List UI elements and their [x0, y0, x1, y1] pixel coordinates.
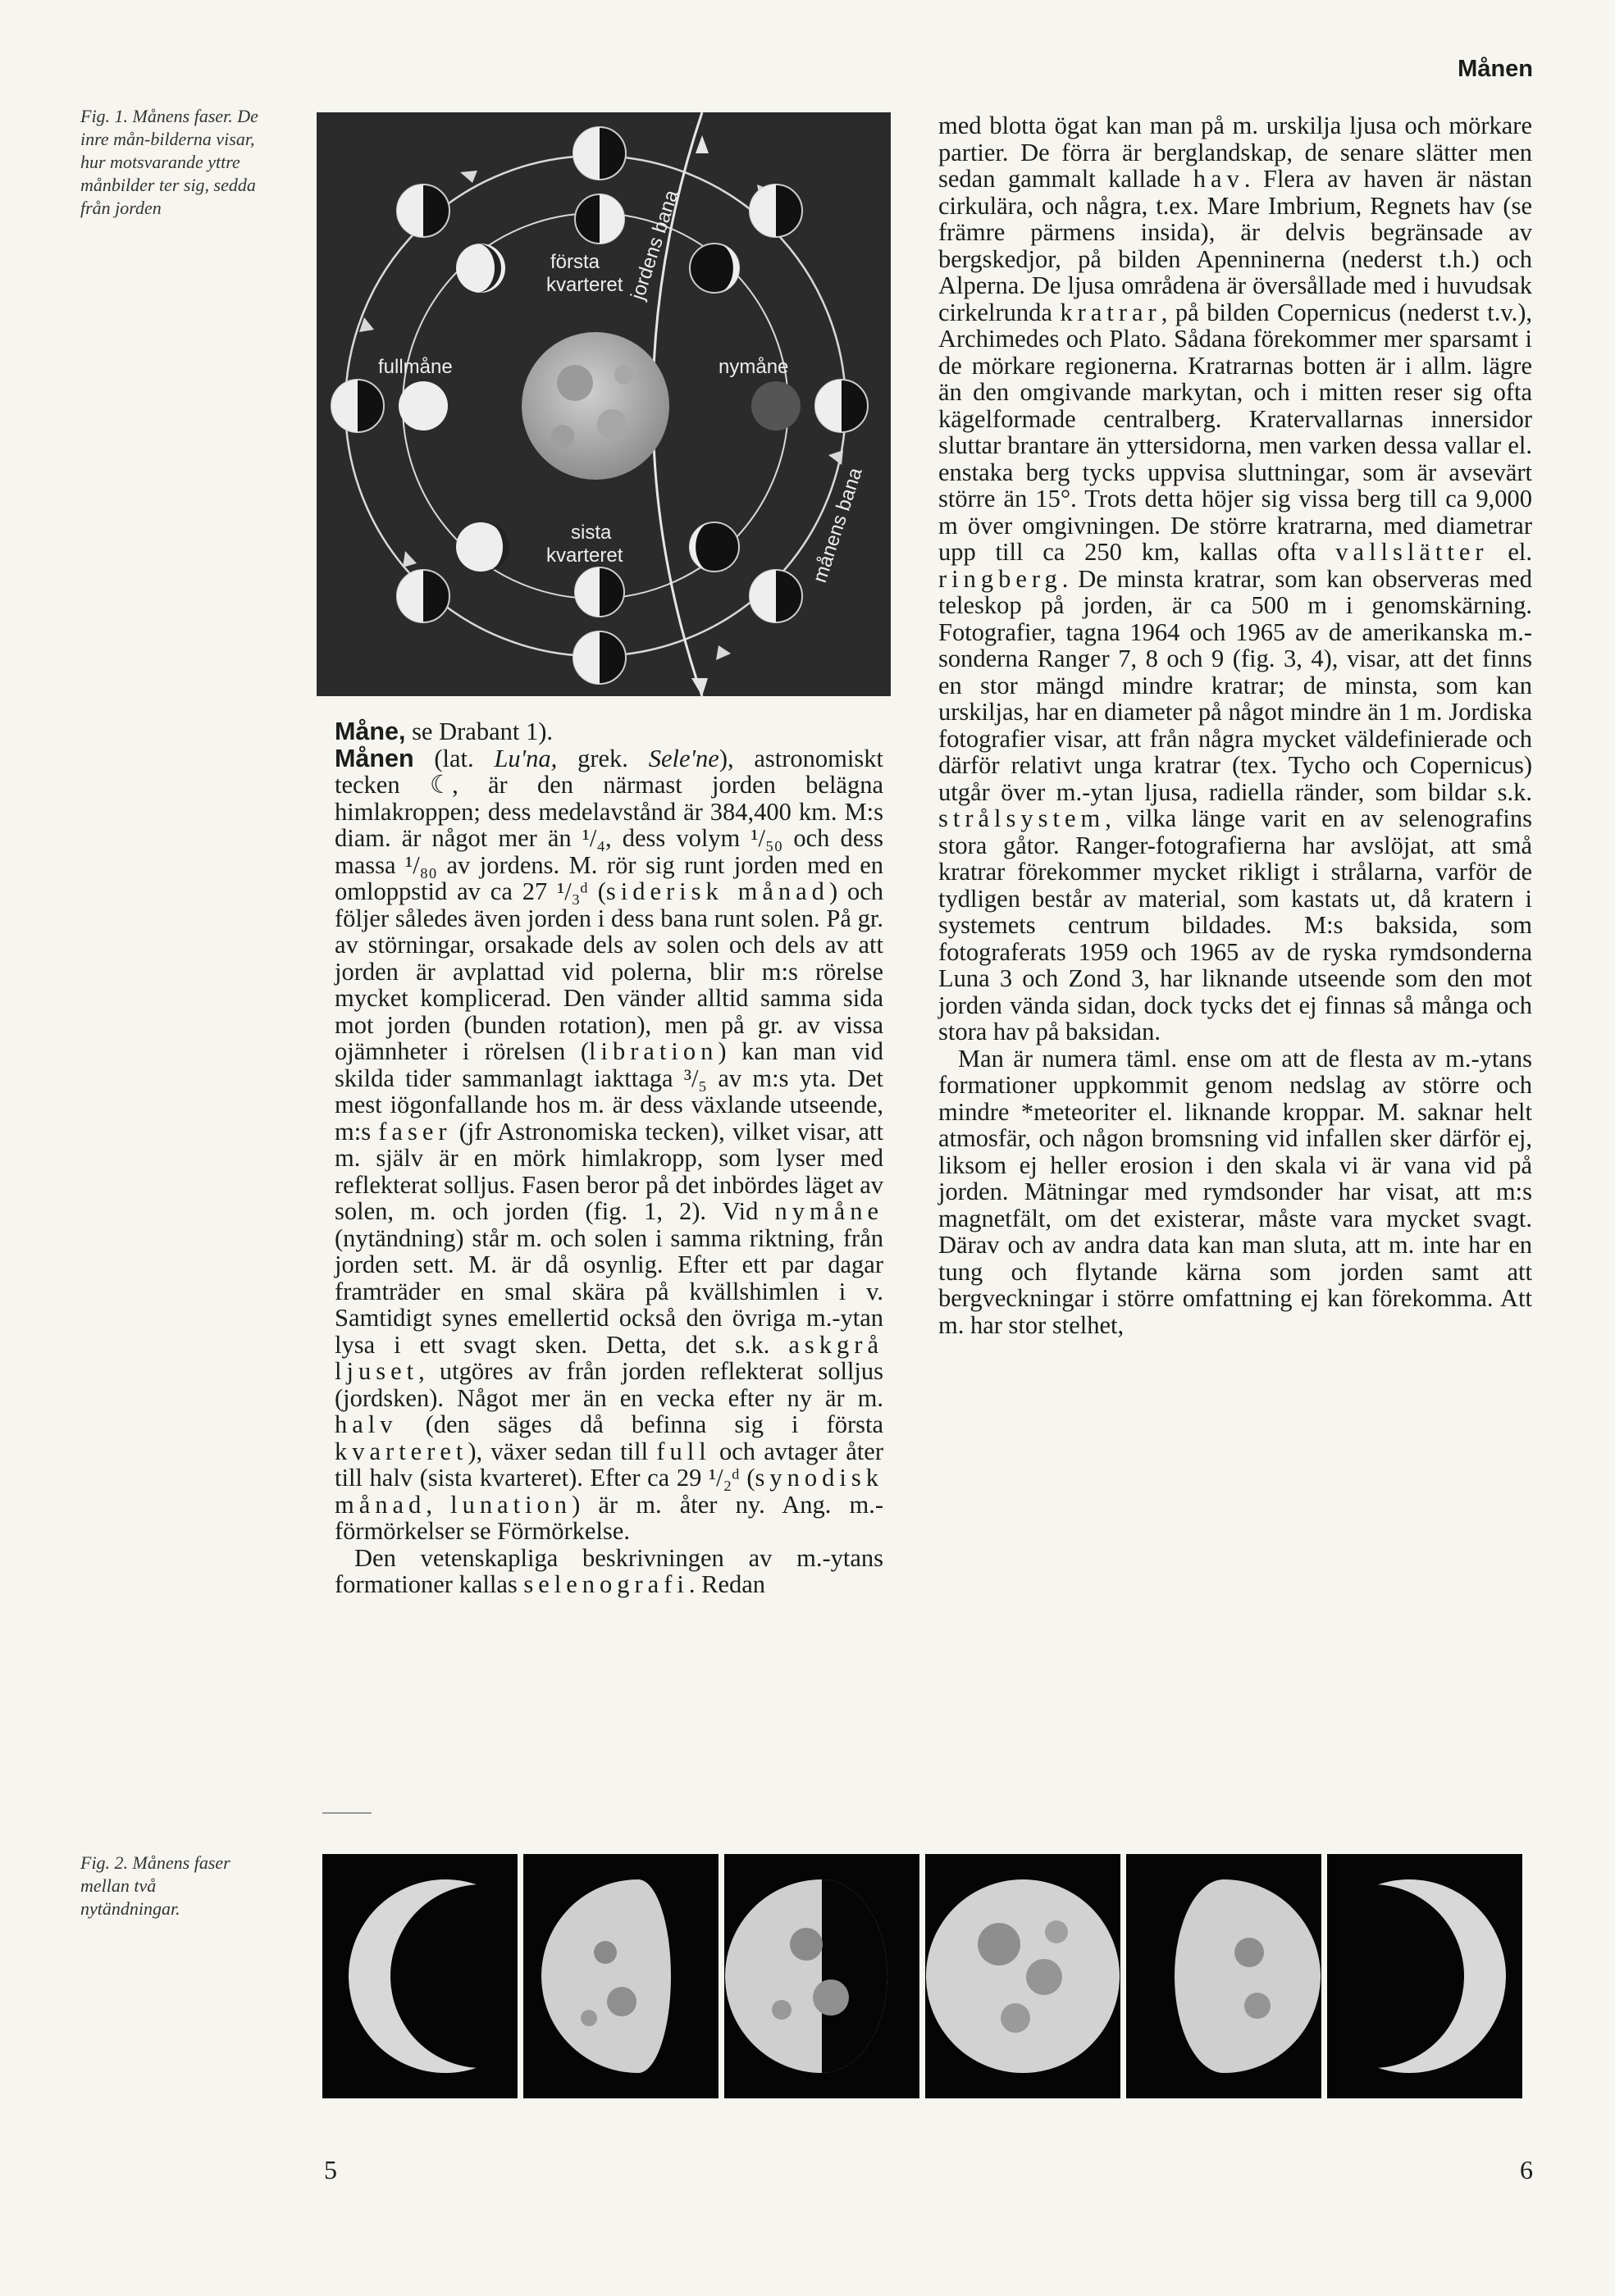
moon-phase-photos — [322, 1854, 1523, 2098]
label-fullmane: fullmåne — [378, 356, 453, 378]
text-run: , utgöres av från jorden reflekterat solljus (jordsken). Något mer än en vecka efter ny är m. — [335, 1357, 883, 1412]
paragraph-meteoriter: Man är numera täml. ense om att de flesta av m.-ytans formationer uppkommit genom nedslag av större och mindre *meteoriter el. liknande kroppar. M. saknar helt atmosfär, och någon bromsning vid infallen sker därför ej, liksom ej heller erosion i den skala vi är vana vid på jorden. Mätningar med rymdsonder har visat, att m:s magnetfält, om det existerar, måste vara mycket svagt. Därav och av andra data kan man sluta, att m. inte har en tung och flytande kärna som jorden samt att bergveckningar i större omfattning ej kan förekomma. Att m. har stor stelhet, — [938, 1044, 1532, 1339]
spaced-term: faser — [378, 1117, 452, 1146]
text-run: (den säges då befinna sig i första — [397, 1410, 883, 1438]
phase-photo-5 — [1126, 1854, 1321, 2098]
text-run: . De minsta kratrar, som kan observeras med teleskop på jorden, är ca 500 m i genomskärning. Fotografier, tagna 1964 och 1965 av de amerikanska m.-sonderna Ranger 7, 8 och 9 (fig. 3, 4), visar, att det finns en stor mängd mindre kratrar; de minsta, som kan urskiljas, har en diameter på något mindre än 1 m. Jordiska fotografier visar, att från några mycket väldefinierade och därför relativt unga kratrar (tex. Tycho och Copernicus) utgår över m.-ytan ljusa, radiella ränder, som bildar s.k. — [938, 564, 1532, 806]
label-jordens-bana: jordens bana — [627, 187, 683, 303]
phase-photo-4 — [925, 1854, 1120, 2098]
phase-photo-2 — [523, 1854, 719, 2098]
text-run: grek. — [557, 744, 649, 772]
spaced-term: full — [656, 1437, 711, 1465]
headword-mane: Måne, — [335, 718, 406, 745]
moon-phases-diagram — [317, 112, 891, 696]
spaced-term: kvarteret — [335, 1437, 468, 1465]
spaced-term: strålsystem — [938, 804, 1106, 832]
text-run: (nytändning) står m. och solen i samma riktning, från jorden sett. M. är då osynlig. Efter ett par dagar framträder en smal skära på kvällshimlen i v. Samtidigt synes emellertid också den övriga m.-ytan lysa i ett svagt sken. Detta, det s.k. — [335, 1223, 883, 1359]
label-sista: sista — [571, 522, 612, 544]
text-run: el. — [1488, 538, 1532, 566]
text-run: ) och följer således även jorden i dess bana runt solen. På gr. av störningar, orsakade dels av solen och dels av att jorden är avplattad vid polerna, blir m:s rörelse mycket komplicerad. Den vänder alltid samma sida mot jorden (bunden rotation), men på gr. av vissa ojämnheter i rörelsen ( — [335, 877, 883, 1065]
text-run: . Redan — [688, 1570, 766, 1598]
spaced-term: selenografi — [523, 1570, 689, 1598]
spaced-term: hav — [1193, 165, 1244, 193]
divider — [322, 1812, 372, 1814]
right-column — [938, 112, 1532, 1338]
entry-mane-text: se Drabant 1). — [405, 718, 553, 745]
text-run: (lat. — [413, 744, 495, 772]
headword-manen: Månen — [335, 744, 414, 772]
text-run: ), astronomiskt tecken ☾, är den närmast jorden belägna himlakroppen; dess medelavstånd är 384,400 km. M:s diam. är något mer än ¹/₄, dess volym ¹/₅₀ och dess massa ¹/₈₀ av jordens. M. rör sig runt jorden med en omloppstid av ca 27 ¹/₃ᵈ ( — [335, 744, 883, 905]
label-kvarteret-top: kvarteret — [546, 274, 623, 296]
spaced-term: ringberg — [938, 564, 1062, 593]
spaced-term: lunation — [450, 1490, 573, 1519]
text-run: Den vetenskapliga beskrivningen av m.-ytans formationer kallas — [335, 1543, 883, 1598]
label-nymane: nymåne — [719, 356, 789, 378]
running-header: Månen — [1458, 56, 1533, 82]
spaced-term: nymåne — [774, 1197, 883, 1225]
label-manens-bana: månens bana — [809, 465, 867, 585]
spaced-term: siderisk månad — [605, 877, 829, 905]
phase-photo-3 — [724, 1854, 919, 2098]
spaced-term: vallslätter — [1335, 538, 1489, 566]
left-column — [335, 718, 883, 1598]
spaced-term: askgrå ljuset — [335, 1330, 883, 1385]
text-run: Lu'na, — [494, 744, 558, 772]
text-run: Sele'ne — [648, 744, 719, 772]
text-run: , på bilden Copernicus (nederst t.v.), Archimedes och Plato. Sådana förekommer mer sparsamt i de mörkare regionerna. Kratrarnas botten är i allm. lägre än den omgivande markytan, och i mitten reser sig ofta kägelformade centralberg. Kratervallarnas innersidor sluttar brantare än yttersidorna, men varken dessa vallar el. enstaka berg tycks uppvisa sluttningar, som är avsevärt större än 15°. Trots detta höjer sig vissa berg till ca 9,000 m över omgivningen. De större kratrarna, med diametrar upp till ca 250 km, kallas ofta — [938, 298, 1532, 566]
spaced-term: halv — [335, 1410, 398, 1438]
text-run: , — [426, 1490, 451, 1519]
page-number-left: 5 — [324, 2155, 337, 2184]
spaced-term: libration — [589, 1037, 719, 1065]
label-forsta: första — [550, 251, 600, 273]
text-run: med blotta ögat kan man på m. urskilja ljusa och mörkare partier. De förra är berglandskap, de senare slätter men sedan gammalt kallade — [938, 112, 1532, 193]
fig1-caption: Fig. 1. Månens faser. De inre mån-bilderna visar, hur motsvarande yttre månbilder ter sig, sedda från jorden — [80, 106, 258, 218]
text-run: , vilka länge varit en av selenografins stora gåtor. Ranger-fotografierna har avslöjat, att små kratrar förekommer mycket rikligt i strålarna, varför de tydligen består av material, som kastats ut, då kratern i systemets centrum bildades. M:s baksida, som fotograferats 1959 och 1965 av de ryska rymdsonderna Luna 3 och Zond 3, har liknande utseende som den mot jorden vända sidan, dock tycks det ej finnas så många och stora hav på baksidan. — [938, 804, 1532, 1046]
fig2-caption: Fig. 2. Månens faser mellan två nytändningar. — [80, 1852, 230, 1919]
text-run: ) kan man vid skilda tider sammanlagt iakttaga ³/₅ av m:s yta. Det mest iögonfallande hos m. är dess växlande utseende, m:s — [335, 1037, 883, 1146]
spaced-term: kratrar — [1060, 298, 1161, 326]
text-run: (jfr Astronomiska tecken), vilket visar, att m. själv är en mörk himlakropp, som lyser med reflekterat solljus. Fasen beror på det inbördes läget av solen, m. och jorden (fig. 1, 2). Vid — [335, 1117, 883, 1225]
page-number-right: 6 — [1520, 2155, 1533, 2184]
phase-photo-1 — [322, 1854, 518, 2098]
text-run: . Flera av haven är nästan cirkulära, och några, t.ex. Mare Imbrium, Regnets hav (se främre pärmens insida), är delvis begränsade av bergskedjor, på bilden Apenninerna (nederst t.h.) och Alperna. De ljusa områdena är översållade med i huvudsak cirkelrunda — [938, 165, 1532, 326]
text-run: ) är m. åter ny. Ang. m.-förmörkelser se Förmörkelse. — [335, 1490, 883, 1545]
label-kvarteret-bottom: kvarteret — [546, 544, 623, 567]
text-run: ), växer sedan till — [468, 1437, 657, 1465]
text-run: och avtager åter till halv (sista kvarteret). Efter ca 29 ¹/₂ᵈ ( — [335, 1437, 883, 1492]
spaced-term: synodisk månad — [335, 1464, 883, 1519]
phase-photo-6 — [1327, 1854, 1522, 2098]
